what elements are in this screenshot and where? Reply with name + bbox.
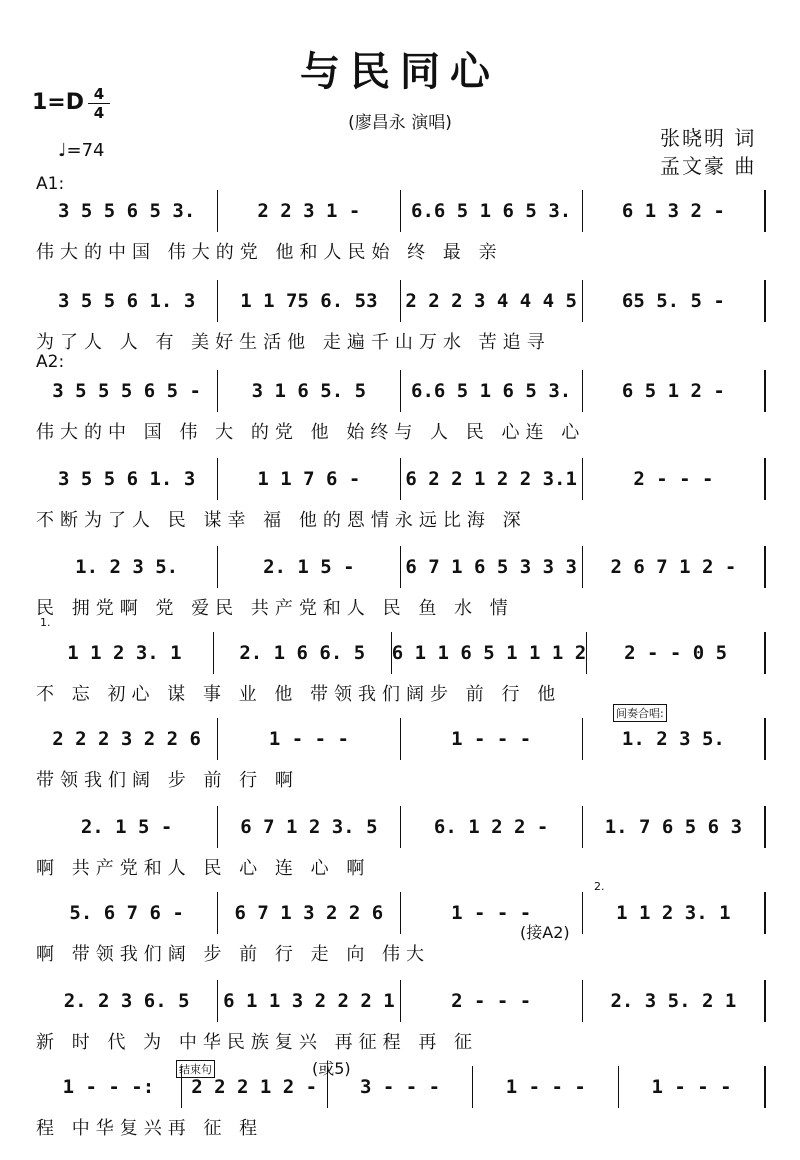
measure: 3 5 5 6 1. 3 — [36, 458, 218, 500]
measure: 1 1 2 3. 1 — [36, 632, 214, 674]
measure: 2. 1 5 - — [36, 806, 218, 848]
notes-row — [36, 892, 766, 934]
score-line — [36, 892, 766, 972]
lyric-row: 啊 带领我们阔 步 前 行 走 向 伟大 — [36, 944, 431, 965]
measure: 6 1 1 3 2 2 2 1 — [218, 980, 400, 1022]
measure: 6. 1 2 2 - — [401, 806, 583, 848]
score-line — [36, 280, 766, 360]
singer-credit: (廖昌永 演唱) — [348, 113, 452, 133]
measure: 1 - - - — [619, 1066, 766, 1108]
notes-row — [36, 280, 766, 322]
time-signature — [88, 86, 110, 121]
measure: 1 - - - — [473, 1066, 619, 1108]
lyric-row: 新 时 代 为 中华民族复兴 再征程 再 征 — [36, 1032, 479, 1053]
measure: 1. 7 6 5 6 3 — [583, 806, 766, 848]
measure: 2. 1 6 6. 5 — [214, 632, 392, 674]
lyric-row: 啊 共产党和人 民 心 连 心 啊 — [36, 858, 371, 879]
key-signature: 1=D — [32, 90, 85, 115]
measure: 3 5 5 5 6 5 - — [36, 370, 218, 412]
measure: 6 5 1 2 - — [583, 370, 766, 412]
notes-row — [36, 632, 766, 674]
measure: 2 - - - — [401, 980, 583, 1022]
tempo-mark: ♩=74 — [58, 140, 105, 161]
time-top: 4 — [93, 85, 105, 103]
measure: 3 - - - — [328, 1066, 474, 1108]
lyric-row: 民 拥党啊 党 爱民 共产党和人 民 鱼 水 情 — [36, 598, 514, 619]
join-a2-mark: (接A2) — [520, 923, 570, 942]
notes-row — [36, 458, 766, 500]
measure: 6 7 1 2 3. 5 — [218, 806, 400, 848]
measure: 6 7 1 3 2 2 6 — [218, 892, 400, 934]
measure: 2 2 2 1 2 - — [182, 1066, 328, 1108]
measure: 2 2 2 3 4 4 4 5 — [401, 280, 583, 322]
measure: 1 - - - — [218, 718, 400, 760]
measure: 6 1 3 2 - — [583, 190, 766, 232]
lyric-row: 伟大的中 国 伟 大 的党 他 始终与 人 民 心连 心 — [36, 422, 586, 443]
score-line — [36, 718, 766, 798]
measure: 2. 3 5. 2 1 — [583, 980, 766, 1022]
song-title: 与民同心 — [300, 48, 500, 95]
score-line — [36, 1066, 766, 1146]
notes-row — [36, 718, 766, 760]
notes-row — [36, 546, 766, 588]
measure: 3 5 5 6 1. 3 — [36, 280, 218, 322]
measure: 2 - - - — [583, 458, 766, 500]
measure: 6.6 5 1 6 5 3. — [401, 370, 583, 412]
section-a2-label: A2: — [36, 352, 65, 372]
lyric-row: 伟大的中国 伟大的党 他和人民始 终 最 亲 — [36, 242, 503, 263]
time-bottom: 4 — [93, 104, 105, 122]
measure: 2 2 2 3 2 2 6 — [36, 718, 218, 760]
lyricist: 张晓明 词 — [660, 126, 757, 150]
measure: 2 6 7 1 2 - — [583, 546, 766, 588]
measure: 1 - - - — [401, 718, 583, 760]
measure: 6 1 1 6 5 1 1 1 2 — [392, 632, 587, 674]
measure: 1 - - -: — [36, 1066, 182, 1108]
measure: 1 1 75 6. 53 — [218, 280, 400, 322]
measure: 1 1 7 6 - — [218, 458, 400, 500]
chorus-tag: 间奏合唱: — [613, 704, 667, 722]
notes-row — [36, 806, 766, 848]
measure: 6 7 1 6 5 3 3 3 — [401, 546, 583, 588]
score-line — [36, 980, 766, 1060]
or-mark: (或5) — [312, 1059, 351, 1078]
lyric-row: 为了人 人 有 美好生活他 走遍千山万水 苦追寻 — [36, 332, 551, 353]
measure: 1. 2 3 5. — [583, 718, 766, 760]
section-a1-label: A1: — [36, 174, 65, 194]
score-line — [36, 806, 766, 886]
measure: 2 2 3 1 - — [218, 190, 400, 232]
composer: 孟文豪 曲 — [660, 154, 757, 178]
measure: 3 1 6 5. 5 — [218, 370, 400, 412]
volta-2-mark: 2. — [594, 880, 605, 893]
score-line — [36, 632, 766, 712]
volta-1-mark: 1. — [40, 616, 51, 629]
measure: 2 - - 0 5 — [587, 632, 766, 674]
measure: 3 5 5 6 5 3. — [36, 190, 218, 232]
notes-row — [36, 370, 766, 412]
score-line — [36, 458, 766, 538]
lyric-row: 不断为了人 民 谋幸 福 他的恩情永远比海 深 — [36, 510, 527, 531]
measure: 2. 2 3 6. 5 — [36, 980, 218, 1022]
score-line — [36, 190, 766, 270]
notes-row — [36, 190, 766, 232]
measure: 1. 2 3 5. — [36, 546, 218, 588]
measure: 6 2 2 1 2 2 3.1 — [401, 458, 583, 500]
score-line — [36, 370, 766, 450]
measure: 5. 6 7 6 - — [36, 892, 218, 934]
ending-tag: 结束句 — [176, 1060, 215, 1078]
lyric-row: 带领我们阔 步 前 行 啊 — [36, 770, 299, 791]
measure: 1 1 2 3. 1 — [583, 892, 766, 934]
score-line — [36, 546, 766, 626]
measure: 1 - - - — [401, 892, 583, 934]
lyric-row: 不 忘 初心 谋 事 业 他 带领我们阔步 前 行 他 — [36, 684, 562, 705]
notes-row — [36, 980, 766, 1022]
measure: 6.6 5 1 6 5 3. — [401, 190, 583, 232]
lyric-row: 程 中华复兴再 征 程 — [36, 1118, 264, 1139]
measure: 2. 1 5 - — [218, 546, 400, 588]
measure: 65 5. 5 - — [583, 280, 766, 322]
notes-row — [36, 1066, 766, 1108]
